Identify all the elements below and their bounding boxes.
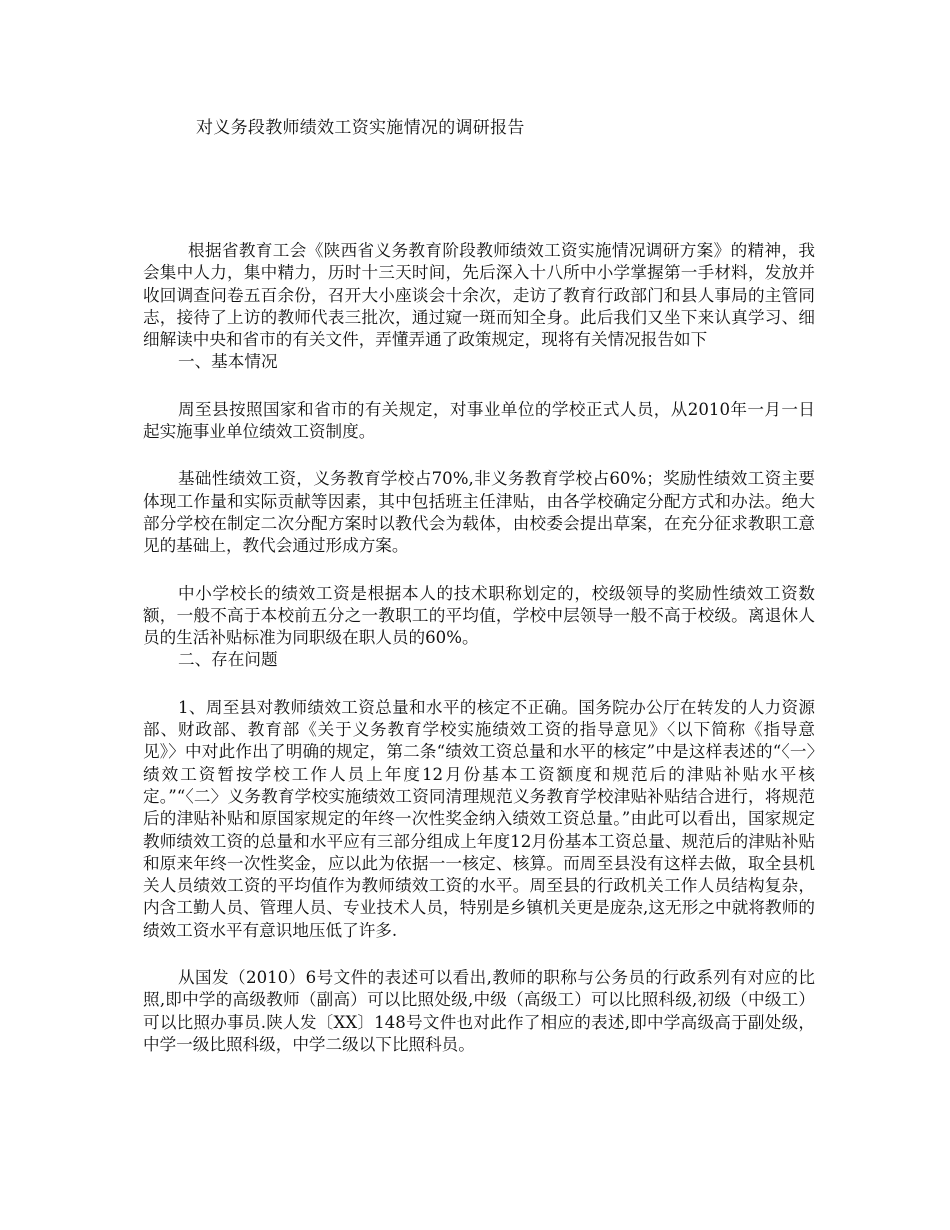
document-title: 对义务段教师绩效工资实施情况的调研报告 (196, 118, 525, 138)
paragraph-basic-performance-pay: 基础性绩效工资，义务教育学校占70%,非义务教育学校占60%；奖励性绩效工资主要体现工作量和实际贡献等因素，其中包括班主任津贴，由各学校确定分配方式和办法。绝大部分学校在制定二次分配方案时以教代会为载体，由校委会提出草案，在充分征求教职工意见的基础上，教代会通过形成方案。 (143, 469, 815, 556)
paragraph-problem-one: 1、周至县对教师绩效工资总量和水平的核定不正确。国务院办公厅在转发的人力资源部、财政部、教育部《关于义务教育学校实施绩效工资的指导意见》〈以下简称《指导意见》〉中对此作出了明确的规定，第二条“绩效工资总量和水平的核定”中是这样表述的“〈一〉绩效工资暂按学校工作人员上年度12月份基本工资额度和规范后的津贴补贴水平核定。”“〈二〉义务教育学校实施绩效工资同清理规范义务教育学校津贴补贴结合进行，将规范后的津贴补贴和原国家规定的年终一次性奖金纳入绩效工资总量。”由此可以看出，国家规定教师绩效工资的总量和水平应有三部分组成上年度12月份基本工资总量、规范后的津贴补贴和原来年终一次性奖金，应以此为依据一一核定、核算。而周至县没有这样去做，取全县机关人员绩效工资的平均值作为教师绩效工资的水平。周至县的行政机关工作人员结构复杂，内含工勤人员、管理人员、专业技术人员，特别是乡镇机关更是庞杂,这无形之中就将教师的绩效工资水平有意识地压低了许多. (143, 697, 815, 940)
section-heading-problems: 二、存在问题 (178, 650, 278, 670)
document-body (143, 240, 815, 1056)
paragraph-implementation-date: 周至县按照国家和省市的有关规定，对事业单位的学校正式人员，从2010年一月一日起实施事业单位绩效工资制度。 (143, 399, 815, 442)
section-heading-basic-situation: 一、基本情况 (178, 352, 278, 372)
intro-paragraph: 根据省教育工会《陕西省义务教育阶段教师绩效工资实施情况调研方案》的精神，我会集中人力，集中精力，历时十三天时间，先后深入十八所中小学掌握第一手材料，发放并收回调查问卷五百余份，召开大小座谈会十余次，走访了教育行政部门和县人事局的主管同志，接待了上访的教师代表三批次，通过窥一斑而知全身。此后我们又坐下来认真学习、细细解读中央和省市的有关文件，弄懂弄通了政策规定，现将有关情况报告如下 (143, 241, 815, 350)
paragraph-principal-pay: 中小学校长的绩效工资是根据本人的技术职称划定的，校级领导的奖励性绩效工资数额，一般不高于本校前五分之一教职工的平均值，学校中层领导一般不高于校级。离退休人员的生活补贴标准为同职级在职人员的60%。 (143, 583, 815, 648)
paragraph-title-comparison: 从国发（2010）6号文件的表述可以看出,教师的职称与公务员的行政系列有对应的比照,即中学的高级教师（副高）可以比照处级,中级（高级工）可以比照科级,初级（中级工）可以比照办事员.陕人发〔XX〕148号文件也对此作了相应的表述,即中学高级高于副处级，中学一级比照科级，中学二级以下比照科员。 (143, 968, 815, 1054)
